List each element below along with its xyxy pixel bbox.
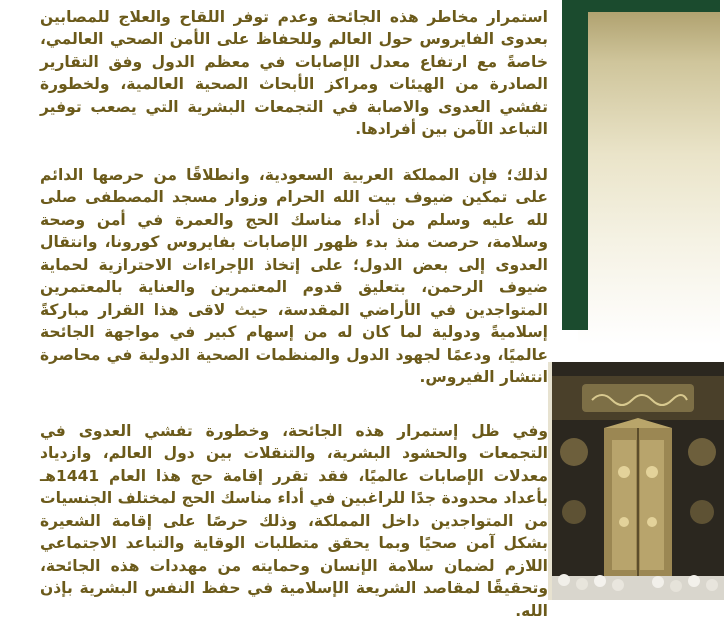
paragraph-2: لذلك؛ فإن المملكة العربية السعودية، وانطلاقًا من حرصها الدائم على تمكين ضيوف بيت الله الحرام وزوار مسجد المصطفى صلى لله عليه وسلم من أداء مناسك الحج والعمرة في أمن وصحة وسلامة، حرصت منذ بدء ظهور الإصابات بفايروس كورونا، وانتقال العدوى إلى بعض الدول؛ على إتخاذ الإجراءات الاحترازية لحماية ضيوف الرحمن، بتعليق قدوم المعتمرين والعناية بالمعتمرين المتواجدين في الأراضي المقدسة، حيث لاقى هذا القرار مباركةً إسلاميةً ودولية لما كان له من إسهام كبير في مواجهة الجائحة عالميًا، ودعمًا لجهود الدول والمنظمات الصحية الدولية في محاصرة انتشار الفيروس.: [40, 164, 548, 389]
green-top-strip: [578, 0, 720, 12]
paragraph-1: استمرار مخاطر هذه الجائحة وعدم توفر اللقاح والعلاج للمصابين بعدوى الفايروس حول العالم وللحفاظ على الأمن الصحي العالمي، خاصةً مع ارتفاع معدل الإصابات في معظم الدول وفق التقارير الصادرة من الهيئات ومراكز الأبحاث الصحية العالمية، ولخطورة تفشي العدوى والاصابة في التجمعات البشرية التي يصعب توفير التباعد الآمن بين أفرادها.: [40, 6, 548, 141]
kaaba-door-photo: [548, 362, 724, 600]
kaaba-door-illustration: [552, 362, 724, 600]
gold-decorative-band: [578, 0, 720, 345]
article-text: [40, 0, 548, 600]
paragraph-3: وفي ظل إستمرار هذه الجائحة، وخطورة تفشي العدوى في التجمعات والحشود البشرية، والتنقلات بين دول العالم، وازدياد معدلات الإصابات عالميًا، فقد تقرر إقامة حج هذا العام 1441هـ بأعداد محدودة جدًا للراغبين في أداء مناسك الحج لمختلف الجنسيات من المتواجدين داخل المملكة، وذلك حرصًا على إقامة الشعيرة بشكل آمن صحيًا وبما يحقق متطلبات الوقاية والتباعد الاجتماعي اللازم لضمان سلامة الإنسان وحمايته من مهددات هذه الجائحة، وتحقيقًا لمقاصد الشريعة الإسلامية في حفظ النفس البشرية بإذن الله.: [40, 420, 548, 622]
green-vertical-bar: [562, 0, 588, 330]
